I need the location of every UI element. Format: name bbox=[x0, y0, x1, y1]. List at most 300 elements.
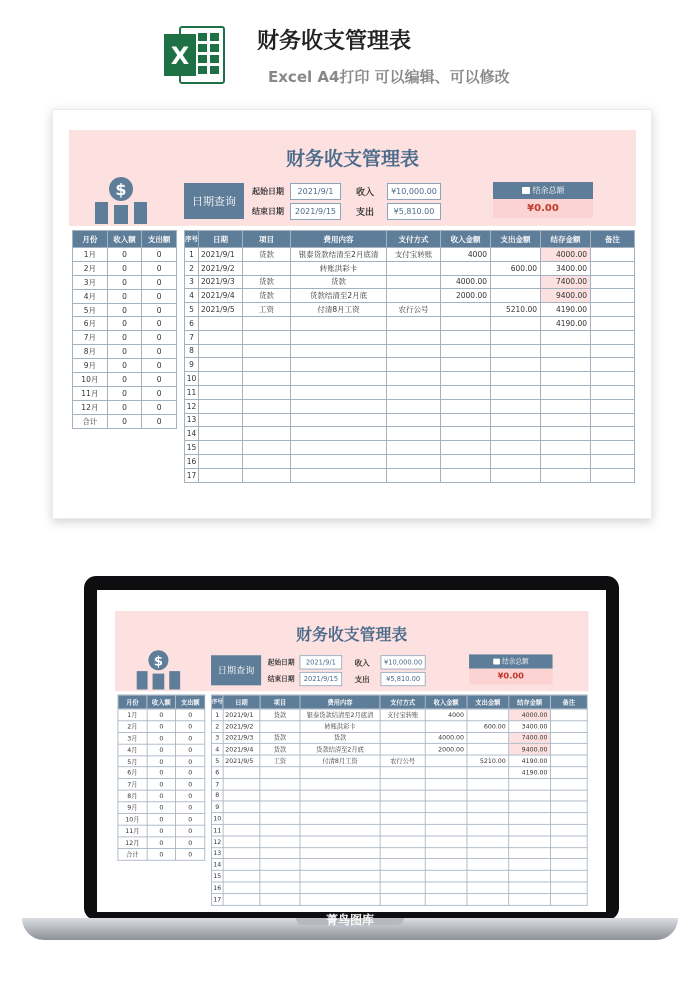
transaction-cell[interactable] bbox=[467, 790, 509, 802]
transaction-cell[interactable] bbox=[300, 870, 380, 882]
transaction-cell[interactable] bbox=[509, 778, 551, 790]
transaction-cell[interactable] bbox=[223, 847, 260, 859]
transaction-cell[interactable] bbox=[591, 248, 635, 262]
transaction-cell[interactable] bbox=[387, 275, 441, 289]
month-cell[interactable]: 0 bbox=[147, 814, 176, 826]
transaction-cell[interactable] bbox=[591, 344, 635, 358]
transaction-cell[interactable]: 4000 bbox=[425, 709, 467, 721]
transaction-cell[interactable] bbox=[380, 859, 425, 871]
transaction-cell[interactable] bbox=[509, 790, 551, 802]
transaction-cell[interactable] bbox=[380, 813, 425, 825]
transaction-cell[interactable]: 5210.00 bbox=[491, 303, 541, 317]
transaction-cell[interactable] bbox=[550, 882, 587, 894]
transaction-cell[interactable] bbox=[199, 330, 243, 344]
month-cell[interactable]: 0 bbox=[107, 331, 142, 345]
transaction-cell[interactable] bbox=[491, 385, 541, 399]
transaction-cell[interactable]: 16 bbox=[185, 454, 199, 468]
transaction-cell[interactable] bbox=[223, 767, 260, 779]
month-cell[interactable]: 9月 bbox=[118, 802, 147, 814]
transaction-cell[interactable]: 6 bbox=[185, 316, 199, 330]
transaction-cell[interactable] bbox=[541, 344, 591, 358]
transaction-cell[interactable] bbox=[243, 261, 291, 275]
transaction-cell[interactable] bbox=[243, 358, 291, 372]
transaction-cell[interactable] bbox=[260, 847, 300, 859]
month-cell[interactable]: 6月 bbox=[118, 767, 147, 779]
transaction-cell[interactable] bbox=[541, 385, 591, 399]
transaction-cell[interactable] bbox=[491, 344, 541, 358]
transaction-cell[interactable]: 2021/9/5 bbox=[223, 755, 260, 767]
transaction-cell[interactable]: 货款 bbox=[243, 275, 291, 289]
transaction-cell[interactable]: 3400.00 bbox=[509, 721, 551, 733]
transaction-cell[interactable]: 13 bbox=[211, 847, 223, 859]
transaction-cell[interactable] bbox=[199, 427, 243, 441]
transaction-cell[interactable]: 2021/9/2 bbox=[199, 261, 243, 275]
transaction-cell[interactable] bbox=[425, 882, 467, 894]
transaction-cell[interactable]: 4000.00 bbox=[425, 732, 467, 744]
end-date-field[interactable]: 2021/9/15 bbox=[300, 672, 343, 686]
transaction-cell[interactable] bbox=[300, 859, 380, 871]
transaction-cell[interactable]: 2021/9/5 bbox=[199, 303, 243, 317]
transaction-cell[interactable] bbox=[550, 755, 587, 767]
transaction-cell[interactable] bbox=[550, 767, 587, 779]
transaction-cell[interactable] bbox=[199, 441, 243, 455]
month-cell[interactable]: 0 bbox=[176, 744, 205, 756]
transaction-cell[interactable] bbox=[550, 721, 587, 733]
transaction-cell[interactable]: 转账洪彩卡 bbox=[300, 721, 380, 733]
transaction-cell[interactable] bbox=[425, 755, 467, 767]
transaction-cell[interactable] bbox=[541, 413, 591, 427]
transaction-cell[interactable]: 2000.00 bbox=[425, 744, 467, 756]
month-cell[interactable]: 0 bbox=[176, 837, 205, 849]
transaction-cell[interactable]: 11 bbox=[185, 385, 199, 399]
transaction-cell[interactable] bbox=[541, 454, 591, 468]
transaction-cell[interactable] bbox=[243, 344, 291, 358]
transaction-cell[interactable]: 600.00 bbox=[467, 721, 509, 733]
transaction-cell[interactable] bbox=[380, 893, 425, 905]
transaction-cell[interactable] bbox=[541, 468, 591, 482]
transaction-cell[interactable] bbox=[591, 358, 635, 372]
transaction-cell[interactable]: 货款 bbox=[291, 275, 387, 289]
transaction-cell[interactable]: 15 bbox=[185, 441, 199, 455]
transaction-cell[interactable] bbox=[591, 441, 635, 455]
transaction-cell[interactable] bbox=[387, 454, 441, 468]
transaction-cell[interactable]: 2000.00 bbox=[441, 289, 491, 303]
month-cell[interactable]: 0 bbox=[147, 825, 176, 837]
transaction-cell[interactable] bbox=[441, 441, 491, 455]
transaction-cell[interactable]: 2021/9/3 bbox=[223, 732, 260, 744]
transaction-cell[interactable] bbox=[387, 385, 441, 399]
transaction-cell[interactable] bbox=[509, 870, 551, 882]
transaction-cell[interactable] bbox=[591, 427, 635, 441]
transaction-cell[interactable] bbox=[509, 836, 551, 848]
transaction-cell[interactable] bbox=[441, 454, 491, 468]
transaction-cell[interactable] bbox=[223, 859, 260, 871]
month-cell[interactable]: 0 bbox=[107, 373, 142, 387]
transaction-cell[interactable]: 15 bbox=[211, 870, 223, 882]
transaction-cell[interactable]: 5 bbox=[211, 755, 223, 767]
transaction-cell[interactable] bbox=[387, 427, 441, 441]
transaction-cell[interactable]: 2021/9/2 bbox=[223, 721, 260, 733]
transaction-cell[interactable]: 银泰货款结清至2月底清 bbox=[291, 248, 387, 262]
transaction-cell[interactable] bbox=[491, 289, 541, 303]
transaction-cell[interactable] bbox=[550, 744, 587, 756]
month-cell[interactable]: 2月 bbox=[118, 721, 147, 733]
transaction-cell[interactable] bbox=[425, 836, 467, 848]
transaction-cell[interactable] bbox=[291, 441, 387, 455]
transaction-cell[interactable] bbox=[387, 372, 441, 386]
transaction-cell[interactable] bbox=[467, 836, 509, 848]
transaction-cell[interactable]: 2 bbox=[211, 721, 223, 733]
transaction-cell[interactable] bbox=[260, 836, 300, 848]
transaction-cell[interactable] bbox=[260, 893, 300, 905]
transaction-cell[interactable] bbox=[591, 413, 635, 427]
month-cell[interactable]: 0 bbox=[176, 756, 205, 768]
transaction-cell[interactable] bbox=[260, 790, 300, 802]
month-cell[interactable]: 11月 bbox=[118, 825, 147, 837]
transaction-cell[interactable] bbox=[591, 385, 635, 399]
transaction-cell[interactable] bbox=[387, 358, 441, 372]
month-cell[interactable]: 0 bbox=[142, 248, 177, 262]
month-cell[interactable]: 0 bbox=[176, 767, 205, 779]
month-cell[interactable]: 12月 bbox=[73, 400, 108, 414]
transaction-cell[interactable] bbox=[387, 468, 441, 482]
month-cell[interactable]: 0 bbox=[176, 825, 205, 837]
month-cell[interactable]: 5月 bbox=[118, 756, 147, 768]
transaction-cell[interactable]: 7400.00 bbox=[509, 732, 551, 744]
transaction-cell[interactable] bbox=[260, 767, 300, 779]
transaction-cell[interactable]: 4190.00 bbox=[509, 755, 551, 767]
month-cell[interactable]: 0 bbox=[147, 744, 176, 756]
transaction-cell[interactable] bbox=[260, 813, 300, 825]
transaction-cell[interactable] bbox=[380, 824, 425, 836]
month-cell[interactable]: 0 bbox=[107, 317, 142, 331]
transaction-cell[interactable]: 4 bbox=[185, 289, 199, 303]
transaction-cell[interactable] bbox=[425, 767, 467, 779]
transaction-cell[interactable] bbox=[425, 813, 467, 825]
transaction-cell[interactable]: 600.00 bbox=[491, 261, 541, 275]
transaction-cell[interactable] bbox=[380, 732, 425, 744]
month-cell[interactable]: 2月 bbox=[73, 261, 108, 275]
transaction-cell[interactable] bbox=[591, 303, 635, 317]
month-cell[interactable]: 0 bbox=[107, 414, 142, 428]
transaction-cell[interactable] bbox=[260, 859, 300, 871]
transaction-cell[interactable] bbox=[491, 454, 541, 468]
transaction-cell[interactable] bbox=[467, 824, 509, 836]
transaction-cell[interactable]: 农行公号 bbox=[387, 303, 441, 317]
transaction-cell[interactable] bbox=[243, 399, 291, 413]
transaction-cell[interactable]: 货款 bbox=[300, 732, 380, 744]
transaction-cell[interactable] bbox=[387, 261, 441, 275]
month-cell[interactable]: 0 bbox=[176, 721, 205, 733]
month-cell[interactable]: 5月 bbox=[73, 303, 108, 317]
transaction-cell[interactable]: 8 bbox=[185, 344, 199, 358]
transaction-cell[interactable]: 6 bbox=[211, 767, 223, 779]
transaction-cell[interactable]: 4000.00 bbox=[441, 275, 491, 289]
transaction-cell[interactable] bbox=[291, 468, 387, 482]
transaction-cell[interactable] bbox=[380, 882, 425, 894]
month-cell[interactable]: 0 bbox=[142, 373, 177, 387]
transaction-cell[interactable] bbox=[541, 358, 591, 372]
transaction-cell[interactable] bbox=[223, 813, 260, 825]
transaction-cell[interactable] bbox=[199, 358, 243, 372]
transaction-cell[interactable]: 货款 bbox=[260, 732, 300, 744]
month-cell[interactable]: 8月 bbox=[118, 790, 147, 802]
transaction-cell[interactable] bbox=[550, 813, 587, 825]
month-cell[interactable]: 0 bbox=[142, 275, 177, 289]
month-cell[interactable]: 7月 bbox=[118, 779, 147, 791]
transaction-cell[interactable] bbox=[425, 847, 467, 859]
transaction-cell[interactable] bbox=[300, 790, 380, 802]
transaction-cell[interactable] bbox=[550, 778, 587, 790]
transaction-cell[interactable]: 14 bbox=[185, 427, 199, 441]
month-cell[interactable]: 0 bbox=[147, 709, 176, 721]
transaction-cell[interactable] bbox=[291, 344, 387, 358]
transaction-cell[interactable] bbox=[541, 427, 591, 441]
transaction-cell[interactable]: 9 bbox=[185, 358, 199, 372]
transaction-cell[interactable]: 14 bbox=[211, 859, 223, 871]
transaction-cell[interactable] bbox=[541, 372, 591, 386]
transaction-cell[interactable] bbox=[380, 744, 425, 756]
start-date-field[interactable]: 2021/9/1 bbox=[290, 183, 341, 200]
transaction-cell[interactable] bbox=[223, 836, 260, 848]
month-cell[interactable]: 0 bbox=[147, 848, 176, 860]
transaction-cell[interactable] bbox=[387, 316, 441, 330]
month-cell[interactable]: 0 bbox=[147, 790, 176, 802]
transaction-cell[interactable]: 工资 bbox=[260, 755, 300, 767]
month-cell[interactable]: 0 bbox=[107, 359, 142, 373]
transaction-cell[interactable]: 付清8月工资 bbox=[291, 303, 387, 317]
transaction-cell[interactable]: 1 bbox=[185, 248, 199, 262]
transaction-cell[interactable] bbox=[467, 882, 509, 894]
transaction-cell[interactable] bbox=[509, 801, 551, 813]
month-cell[interactable]: 11月 bbox=[73, 386, 108, 400]
month-cell[interactable]: 1月 bbox=[118, 709, 147, 721]
month-cell[interactable]: 0 bbox=[142, 386, 177, 400]
transaction-cell[interactable]: 货款结清至2月底 bbox=[300, 744, 380, 756]
transaction-cell[interactable] bbox=[441, 330, 491, 344]
transaction-cell[interactable] bbox=[380, 870, 425, 882]
transaction-cell[interactable] bbox=[223, 893, 260, 905]
month-cell[interactable]: 7月 bbox=[73, 331, 108, 345]
transaction-cell[interactable] bbox=[300, 778, 380, 790]
transaction-cell[interactable] bbox=[243, 468, 291, 482]
transaction-cell[interactable]: 5210.00 bbox=[467, 755, 509, 767]
transaction-cell[interactable] bbox=[425, 870, 467, 882]
transaction-cell[interactable] bbox=[291, 316, 387, 330]
transaction-cell[interactable] bbox=[387, 344, 441, 358]
transaction-cell[interactable]: 17 bbox=[211, 893, 223, 905]
transaction-cell[interactable] bbox=[591, 316, 635, 330]
transaction-cell[interactable]: 9 bbox=[211, 801, 223, 813]
transaction-cell[interactable] bbox=[199, 468, 243, 482]
transaction-cell[interactable] bbox=[291, 399, 387, 413]
transaction-cell[interactable] bbox=[260, 870, 300, 882]
transaction-cell[interactable] bbox=[550, 790, 587, 802]
transaction-cell[interactable] bbox=[550, 824, 587, 836]
month-cell[interactable]: 0 bbox=[176, 732, 205, 744]
transaction-cell[interactable] bbox=[243, 427, 291, 441]
transaction-cell[interactable] bbox=[491, 413, 541, 427]
month-cell[interactable]: 0 bbox=[176, 709, 205, 721]
transaction-cell[interactable] bbox=[300, 767, 380, 779]
month-cell[interactable]: 合计 bbox=[118, 848, 147, 860]
month-cell[interactable]: 4月 bbox=[118, 744, 147, 756]
transaction-cell[interactable] bbox=[223, 801, 260, 813]
month-cell[interactable]: 10月 bbox=[118, 814, 147, 826]
month-cell[interactable]: 0 bbox=[107, 261, 142, 275]
transaction-cell[interactable] bbox=[425, 778, 467, 790]
transaction-cell[interactable] bbox=[291, 358, 387, 372]
transaction-cell[interactable] bbox=[591, 275, 635, 289]
transaction-cell[interactable] bbox=[467, 767, 509, 779]
transaction-cell[interactable] bbox=[541, 441, 591, 455]
month-cell[interactable]: 12月 bbox=[118, 837, 147, 849]
transaction-cell[interactable] bbox=[291, 385, 387, 399]
transaction-cell[interactable] bbox=[441, 413, 491, 427]
month-cell[interactable]: 0 bbox=[142, 317, 177, 331]
transaction-cell[interactable]: 17 bbox=[185, 468, 199, 482]
month-cell[interactable]: 0 bbox=[107, 400, 142, 414]
transaction-cell[interactable] bbox=[243, 385, 291, 399]
transaction-cell[interactable] bbox=[387, 330, 441, 344]
transaction-cell[interactable]: 2021/9/3 bbox=[199, 275, 243, 289]
transaction-cell[interactable]: 3 bbox=[211, 732, 223, 744]
month-cell[interactable]: 6月 bbox=[73, 317, 108, 331]
transaction-cell[interactable] bbox=[509, 824, 551, 836]
transaction-cell[interactable] bbox=[380, 767, 425, 779]
month-cell[interactable]: 0 bbox=[176, 802, 205, 814]
month-cell[interactable]: 0 bbox=[176, 790, 205, 802]
transaction-cell[interactable] bbox=[260, 778, 300, 790]
month-cell[interactable]: 合计 bbox=[73, 414, 108, 428]
transaction-cell[interactable] bbox=[199, 385, 243, 399]
month-cell[interactable]: 0 bbox=[176, 848, 205, 860]
transaction-cell[interactable]: 4190.00 bbox=[541, 316, 591, 330]
transaction-cell[interactable] bbox=[491, 316, 541, 330]
transaction-cell[interactable]: 8 bbox=[211, 790, 223, 802]
transaction-cell[interactable] bbox=[260, 721, 300, 733]
month-cell[interactable]: 0 bbox=[107, 345, 142, 359]
month-cell[interactable]: 0 bbox=[142, 289, 177, 303]
transaction-cell[interactable] bbox=[491, 275, 541, 289]
transaction-cell[interactable]: 4 bbox=[211, 744, 223, 756]
transaction-cell[interactable] bbox=[380, 778, 425, 790]
month-cell[interactable]: 0 bbox=[142, 261, 177, 275]
transaction-cell[interactable] bbox=[243, 330, 291, 344]
transaction-cell[interactable] bbox=[243, 413, 291, 427]
transaction-cell[interactable] bbox=[550, 709, 587, 721]
transaction-cell[interactable] bbox=[243, 372, 291, 386]
transaction-cell[interactable]: 付清8月工资 bbox=[300, 755, 380, 767]
transaction-cell[interactable] bbox=[387, 399, 441, 413]
month-cell[interactable]: 0 bbox=[107, 386, 142, 400]
transaction-cell[interactable] bbox=[491, 427, 541, 441]
transaction-cell[interactable] bbox=[387, 441, 441, 455]
transaction-cell[interactable] bbox=[441, 468, 491, 482]
transaction-cell[interactable] bbox=[591, 468, 635, 482]
transaction-cell[interactable] bbox=[223, 870, 260, 882]
transaction-cell[interactable]: 2021/9/4 bbox=[199, 289, 243, 303]
transaction-cell[interactable] bbox=[550, 847, 587, 859]
transaction-cell[interactable] bbox=[380, 836, 425, 848]
transaction-cell[interactable]: 4000.00 bbox=[509, 709, 551, 721]
transaction-cell[interactable]: 4000.00 bbox=[541, 248, 591, 262]
transaction-cell[interactable] bbox=[441, 316, 491, 330]
transaction-cell[interactable] bbox=[467, 847, 509, 859]
month-cell[interactable]: 9月 bbox=[73, 359, 108, 373]
month-cell[interactable]: 0 bbox=[107, 289, 142, 303]
month-cell[interactable]: 0 bbox=[107, 303, 142, 317]
transaction-cell[interactable] bbox=[491, 468, 541, 482]
transaction-cell[interactable] bbox=[380, 790, 425, 802]
transaction-cell[interactable]: 13 bbox=[185, 413, 199, 427]
transaction-cell[interactable] bbox=[541, 330, 591, 344]
transaction-cell[interactable] bbox=[509, 859, 551, 871]
transaction-cell[interactable] bbox=[260, 801, 300, 813]
month-cell[interactable]: 4月 bbox=[73, 289, 108, 303]
transaction-cell[interactable] bbox=[591, 372, 635, 386]
transaction-cell[interactable]: 工资 bbox=[243, 303, 291, 317]
transaction-cell[interactable] bbox=[300, 836, 380, 848]
transaction-cell[interactable] bbox=[467, 709, 509, 721]
transaction-cell[interactable] bbox=[491, 248, 541, 262]
transaction-cell[interactable]: 支付宝转账 bbox=[380, 709, 425, 721]
transaction-cell[interactable] bbox=[441, 303, 491, 317]
transaction-cell[interactable] bbox=[300, 847, 380, 859]
transaction-cell[interactable]: 2 bbox=[185, 261, 199, 275]
transaction-cell[interactable]: 16 bbox=[211, 882, 223, 894]
month-cell[interactable]: 0 bbox=[142, 359, 177, 373]
transaction-cell[interactable] bbox=[550, 836, 587, 848]
transaction-cell[interactable]: 银泰货款结清至2月底清 bbox=[300, 709, 380, 721]
transaction-cell[interactable] bbox=[441, 344, 491, 358]
transaction-cell[interactable] bbox=[380, 847, 425, 859]
transaction-cell[interactable] bbox=[467, 744, 509, 756]
transaction-cell[interactable] bbox=[425, 893, 467, 905]
month-cell[interactable]: 0 bbox=[147, 802, 176, 814]
transaction-cell[interactable] bbox=[591, 399, 635, 413]
transaction-cell[interactable] bbox=[591, 289, 635, 303]
transaction-cell[interactable] bbox=[441, 358, 491, 372]
transaction-cell[interactable] bbox=[223, 778, 260, 790]
transaction-cell[interactable]: 10 bbox=[185, 372, 199, 386]
transaction-cell[interactable]: 2021/9/1 bbox=[223, 709, 260, 721]
transaction-cell[interactable] bbox=[291, 454, 387, 468]
transaction-cell[interactable] bbox=[300, 813, 380, 825]
transaction-cell[interactable] bbox=[467, 732, 509, 744]
transaction-cell[interactable]: 9400.00 bbox=[509, 744, 551, 756]
transaction-cell[interactable]: 4190.00 bbox=[541, 303, 591, 317]
month-cell[interactable]: 0 bbox=[142, 414, 177, 428]
transaction-cell[interactable] bbox=[300, 882, 380, 894]
transaction-cell[interactable] bbox=[491, 399, 541, 413]
transaction-cell[interactable] bbox=[491, 330, 541, 344]
transaction-cell[interactable] bbox=[467, 893, 509, 905]
transaction-cell[interactable] bbox=[550, 732, 587, 744]
month-cell[interactable]: 0 bbox=[142, 345, 177, 359]
transaction-cell[interactable]: 转账洪彩卡 bbox=[291, 261, 387, 275]
transaction-cell[interactable] bbox=[467, 801, 509, 813]
transaction-cell[interactable] bbox=[199, 399, 243, 413]
transaction-cell[interactable]: 2021/9/1 bbox=[199, 248, 243, 262]
month-cell[interactable]: 10月 bbox=[73, 373, 108, 387]
transaction-cell[interactable] bbox=[491, 372, 541, 386]
transaction-cell[interactable] bbox=[260, 882, 300, 894]
transaction-cell[interactable] bbox=[550, 859, 587, 871]
transaction-cell[interactable]: 货款 bbox=[260, 709, 300, 721]
month-cell[interactable]: 3月 bbox=[73, 275, 108, 289]
transaction-cell[interactable] bbox=[291, 330, 387, 344]
